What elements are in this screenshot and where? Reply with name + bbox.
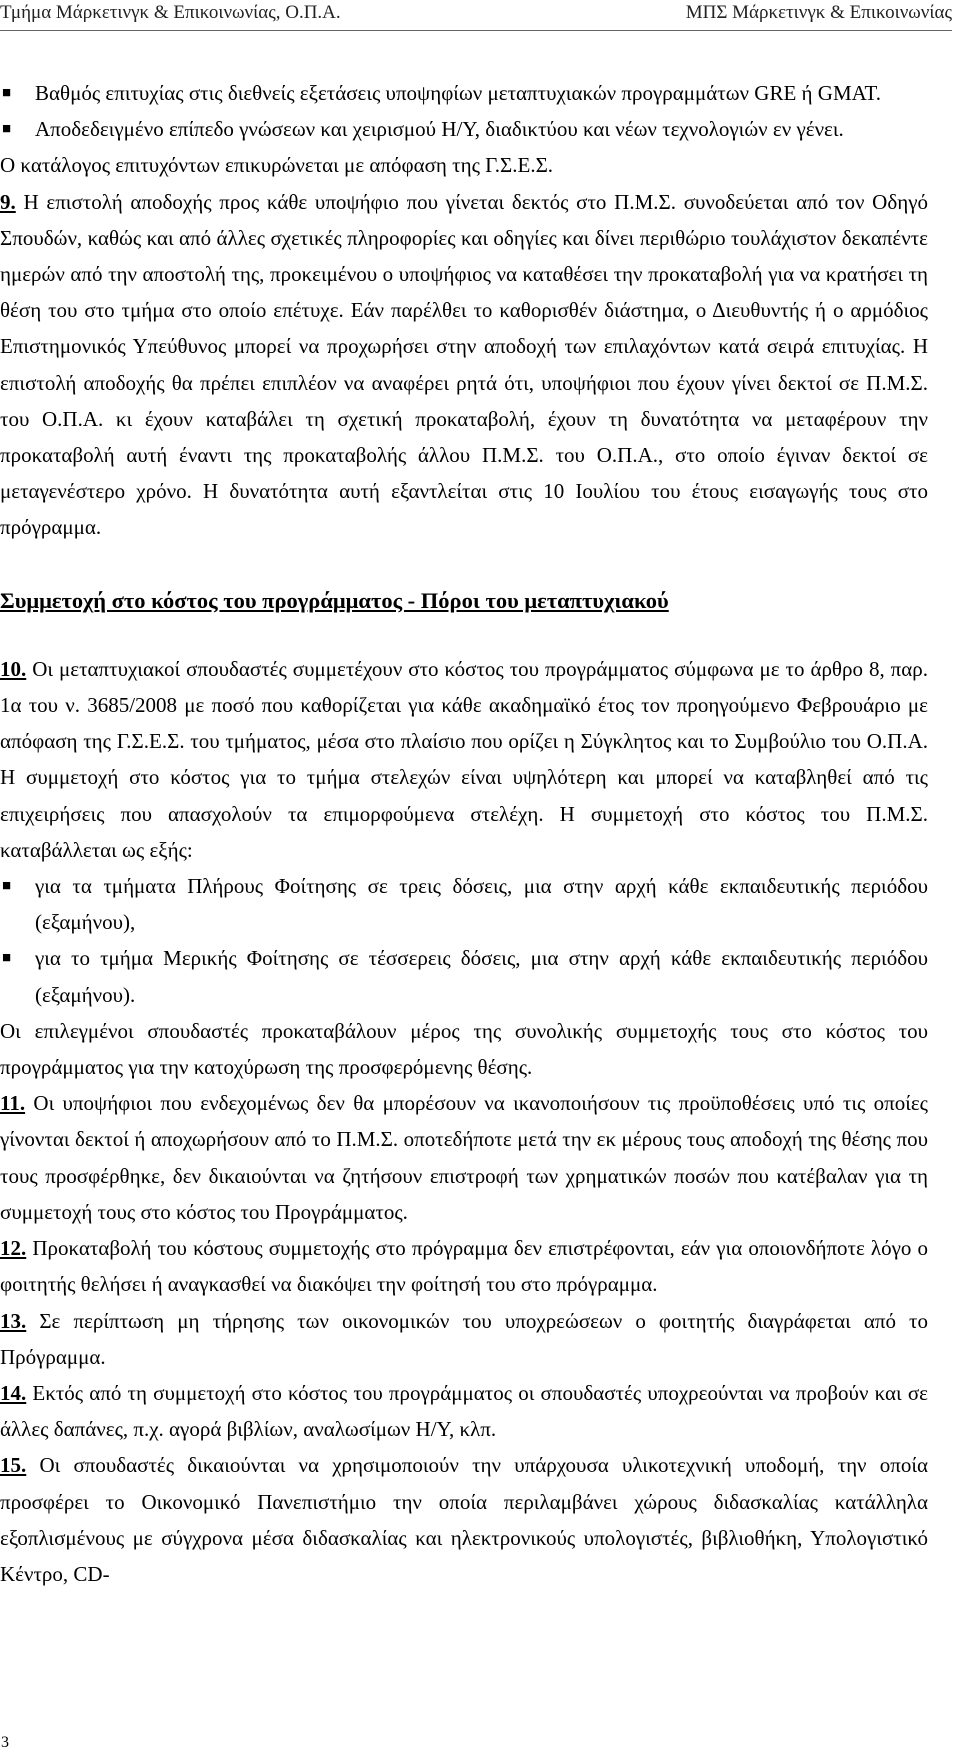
list-item — [0, 940, 928, 1012]
paragraph-number: 12. — [0, 1236, 27, 1261]
bullet-text: για το τμήμα Μερικής Φοίτησης σε τέσσερεις δόσεις, μια στην αρχή κάθε εκπαιδευτικής περιόδου (εξαμήνου). — [35, 946, 928, 1007]
header-program: ΜΠΣ Μάρκετινγκ & Επικοινωνίας — [685, 2, 952, 23]
paragraph-9 — [0, 184, 928, 546]
paragraph-number: 10. — [0, 656, 27, 681]
header-department: Τμήμα Μάρκετινγκ & Επικοινωνίας, Ο.Π.Α. — [0, 2, 341, 23]
page-header — [0, 2, 960, 26]
section-heading: Συμμετοχή στο κόστος του προγράμματος - Πόροι του μεταπτυχιακού — [0, 587, 669, 613]
bullet-text: Αποδεδειγμένο επίπεδο γνώσεων και χειρισμού Η/Υ, διαδικτύου και νέων τεχνολογιών εν γένει. — [35, 117, 844, 142]
paragraph-14 — [0, 1375, 928, 1447]
paragraph-12 — [0, 1230, 928, 1302]
list-item — [0, 75, 928, 111]
document-body — [0, 75, 928, 1592]
paragraph-text: Προκαταβολή του κόστους συμμετοχής στο πρόγραμμα δεν επιστρέφονται, εάν για οποιονδήποτε λόγο ο φοιτητής θελήσει ή αναγκασθεί να διακόψει την φοίτησή του στο πρόγραμμα. — [0, 1236, 928, 1297]
square-bullet-icon: ■ — [2, 85, 12, 101]
paragraph-15 — [0, 1447, 928, 1592]
paragraph-text: Εκτός από τη συμμετοχή στο κόστος του προγράμματος οι σπουδαστές υποχρεούνται να προβούν και σε άλλες δαπάνες, π.χ. αγορά βιβλίων, αναλωσίμων Η/Υ, κλπ. — [0, 1380, 928, 1442]
list-item — [0, 111, 928, 147]
paragraph-text: Σε περίπτωση μη τήρησης των οικονομικών του υποχρεώσεων ο φοιτητής διαγράφεται από το Πρόγραμμα. — [0, 1308, 928, 1369]
paragraph-text: Οι σπουδαστές δικαιούνται να χρησιμοποιούν την υπάρχουσα υλικοτεχνική υποδομή, την οποία προσφέρει το Οικονομικό Πανεπιστήμιο την οποία περιλαμβάνει χώρους διδασκαλίας κατάλληλα εξοπλισμένους με σύγχρονα μέσα διδασκαλίας και ηλεκτρονικούς υπολογιστές, βιβλιοθήκη, Υπολογιστικό Κέντρο, CD- — [0, 1453, 928, 1586]
paragraph-number: 9. — [0, 189, 16, 214]
paragraph-13 — [0, 1303, 928, 1375]
paragraph-number: 13. — [0, 1308, 27, 1333]
paragraph-number: 15. — [0, 1453, 27, 1478]
paragraph-number: 14. — [0, 1380, 27, 1405]
bullet-text: Βαθμός επιτυχίας στις διεθνείς εξετάσεις υποψηφίων μεταπτυχιακών προγραμμάτων GRE ή GMAT. — [35, 81, 881, 105]
square-bullet-icon: ■ — [2, 878, 12, 895]
list-item — [0, 868, 928, 940]
header-divider — [0, 30, 952, 31]
list-confirmation: Ο κατάλογος επιτυχόντων επικυρώνεται με απόφαση της Γ.Σ.Ε.Σ. — [0, 153, 554, 178]
page-number: 3 — [1, 1734, 9, 1751]
bullet-text: για τα τμήματα Πλήρους Φοίτησης σε τρεις δόσεις, μια στην αρχή κάθε εκπαιδευτικής περιόδου (εξαμήνου), — [35, 874, 928, 935]
paragraph-11 — [0, 1085, 928, 1230]
square-bullet-icon: ■ — [2, 950, 12, 967]
paragraph-text: Οι μεταπτυχιακοί σπουδαστές συμμετέχουν στο κόστος του προγράμματος σύμφωνα με το άρθρο 8, παρ. 1α του ν. 3685/2008 με ποσό που καθορίζεται για κάθε ακαδημαϊκό έτος τον προηγούμενο Φεβρουάριο με απόφαση της Γ.Σ.Ε.Σ. του τμήματος, μέσα στο πλαίσιο που ορίζει η Σύγκλητος και το Συμβούλιο του Ο.Π.Α. Η συμμετοχή στο κόστος για το τμήμα στελεχών είναι υψηλότερη και μπορεί να καταβληθεί από τις επιχειρήσεις που απασχολούν τα επιμορφούμενα στελέχη. Η συμμετοχή στο κόστος του Π.Μ.Σ. καταβάλλεται ως εξής: — [0, 656, 928, 862]
square-bullet-icon: ■ — [2, 121, 12, 138]
paragraph-text: Η επιστολή αποδοχής προς κάθε υποψήφιο που γίνεται δεκτός στο Π.Μ.Σ. συνοδεύεται από τον Οδηγό Σπουδών, καθώς και από άλλες σχετικές πληροφορίες και οδηγίες και δίνει περιθώριο τουλάχιστον δεκαπέντε ημερών από την αποστολή της, προκειμένου ο υποψήφιος να καταθέσει την προκαταβολή για να κρατήσει τη θέση του στο τμήμα στο οποίο επέτυχε. Εάν παρέλθει το καθορισθέν διάστημα, ο Διευθυντής ή ο αρμόδιος Επιστημονικός Υπεύθυνος μπορεί να προχωρήσει στην αποδοχή των επιλαχόντων κατά σειρά επιτυχίας. Η επιστολή αποδοχής θα πρέπει επιπλέον να αναφέρει ρητά ότι, υποψήφιοι που έχουν γίνει δεκτοί σε Π.Μ.Σ. του Ο.Π.Α. κι έχουν καταβάλει τη σχετική προκαταβολή, έχουν τη δυνατότητα να μεταφέρουν την προκαταβολή αυτή έναντι της προκαταβολής άλλου Π.Μ.Σ. του Ο.Π.Α., στο οποίο έγιναν δεκτοί σε μεταγενέστερο χρόνο. Η δυνατότητα αυτή εξαντλείται στις 10 Ιουλίου του έτους εισαγωγής τους στο πρόγραμμα. — [0, 189, 928, 540]
paragraph-number: 11. — [0, 1091, 26, 1116]
paragraph-10-closing: Οι επιλεγμένοι σπουδαστές προκαταβάλουν μέρος της συνολικής συμμετοχής τους στο κόστος του προγράμματος για την κατοχύρωση της προσφερόμενης θέσης. — [0, 1018, 928, 1080]
paragraph-10 — [0, 651, 928, 868]
paragraph-text: Οι υποψήφιοι που ενδεχομένως δεν θα μπορέσουν να ικανοποιήσουν τις προϋποθέσεις υπό τις οποίες γίνονται δεκτοί ή αποχωρήσουν από το Π.Μ.Σ. οποτεδήποτε μετά την εκ μέρους τους αποδοχή της θέσης που τους προσφέρθηκε, δεν δικαιούνται να ζητήσουν επιστροφή των χρηματικών ποσών που κατέβαλαν για τη συμμετοχή τους στο κόστος του Προγράμματος. — [0, 1091, 928, 1224]
